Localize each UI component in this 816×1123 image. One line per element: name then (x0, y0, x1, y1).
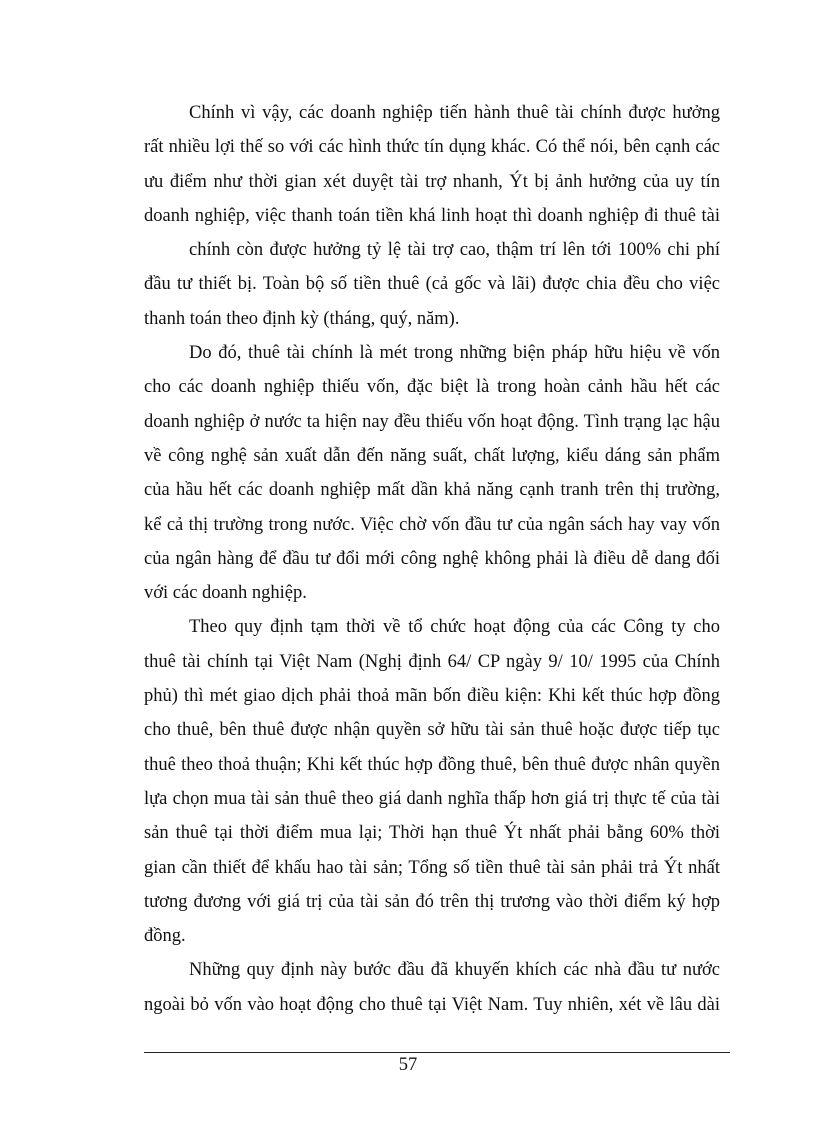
text-line: thuê tài chính tại Việt Nam (Nghị định 64/ CP ngày 9/ 10/ 1995 của Chính (144, 651, 720, 672)
text-line: kể cả thị trường trong nước. Việc chờ vốn đầu tư của ngân sách hay vay vốn (144, 514, 720, 535)
text-line: Những quy định này bước đầu đã khuyến khích các nhà đầu tư nước (189, 960, 720, 981)
text-line: cho các doanh nghiệp thiếu vốn, đặc biệt là trong hoàn cảnh hầu hết các (144, 377, 720, 398)
text-line: với các doanh nghiệp. (144, 583, 307, 604)
text-line: cho thuê, bên thuê được nhận quyền sở hữu tài sản thuê hoặc được tiếp tục (144, 720, 720, 741)
text-line: tương đương với giá trị của tài sản đó trên thị trương vào thời điểm ký hợp (144, 891, 720, 912)
text-line: ưu điểm như thời gian xét duyệt tài trợ nhanh, Ýt bị ảnh hưởng của uy tín (144, 171, 720, 192)
text-line: Chính vì vậy, các doanh nghiệp tiến hành thuê tài chính được hưởng (189, 103, 720, 123)
text-line: thuê theo thoả thuận; Khi kết thúc hợp đồng thuê, bên thuê được nhân quyền (144, 754, 720, 775)
text-line: doanh nghiệp ở nước ta hiện nay đều thiếu vốn hoạt động. Tình trạng lạc hậu (144, 411, 720, 432)
text-line: rất nhiều lợi thế so với các hình thức tín dụng khác. Có thể nói, bên cạnh các (144, 137, 720, 158)
text-line: phủ) thì mét giao dịch phải thoả mãn bốn điều kiện: Khi kết thúc hợp đồng (144, 686, 720, 707)
text-line: chính còn được hưởng tỷ lệ tài trợ cao, thậm trí lên tới 100% chi phí (189, 240, 720, 261)
text-line: lựa chọn mua tài sản thuê theo giá danh nghĩa thấp hơn giá trị thực tế của tài (144, 788, 720, 809)
text-line: của ngân hàng để đầu tư đổi mới công nghệ không phải là điều dễ dang đối (144, 548, 720, 569)
text-line: về công nghệ sản xuất dẫn đến năng suất, chất lượng, kiểu dáng sản phẩm (144, 445, 720, 466)
text-line: của hầu hết các doanh nghiệp mất dần khả năng cạnh tranh trên thị trường, (144, 480, 720, 501)
text-line: gian cần thiết để khấu hao tài sản; Tổng số tiền thuê tài sản phải trả Ýt nhất (144, 857, 720, 878)
text-line: sản thuê tại thời điểm mua lại; Thời hạn thuê Ýt nhất phải bằng 60% thời (144, 823, 720, 844)
text-line: đầu tư thiết bị. Toàn bộ số tiền thuê (cả gốc và lãi) được chia đều cho việc (144, 274, 720, 295)
page-number: 57 (398, 1055, 418, 1075)
text-line: doanh nghiệp, việc thanh toán tiền khá linh hoạt thì doanh nghiệp đi thuê tài (144, 205, 720, 226)
text-line: Do đó, thuê tài chính là mét trong những biện pháp hữu hiệu về vốn (189, 343, 720, 364)
text-line: Theo quy định tạm thời về tổ chức hoạt động của các Công ty cho (189, 617, 720, 638)
body-text (144, 96, 720, 1022)
text-line: thanh toán theo định kỳ (tháng, quý, năm). (144, 308, 460, 329)
text-line: đồng. (144, 926, 186, 947)
text-line: ngoài bỏ vốn vào hoạt động cho thuê tại Việt Nam. Tuy nhiên, xét về lâu dài (144, 994, 720, 1015)
